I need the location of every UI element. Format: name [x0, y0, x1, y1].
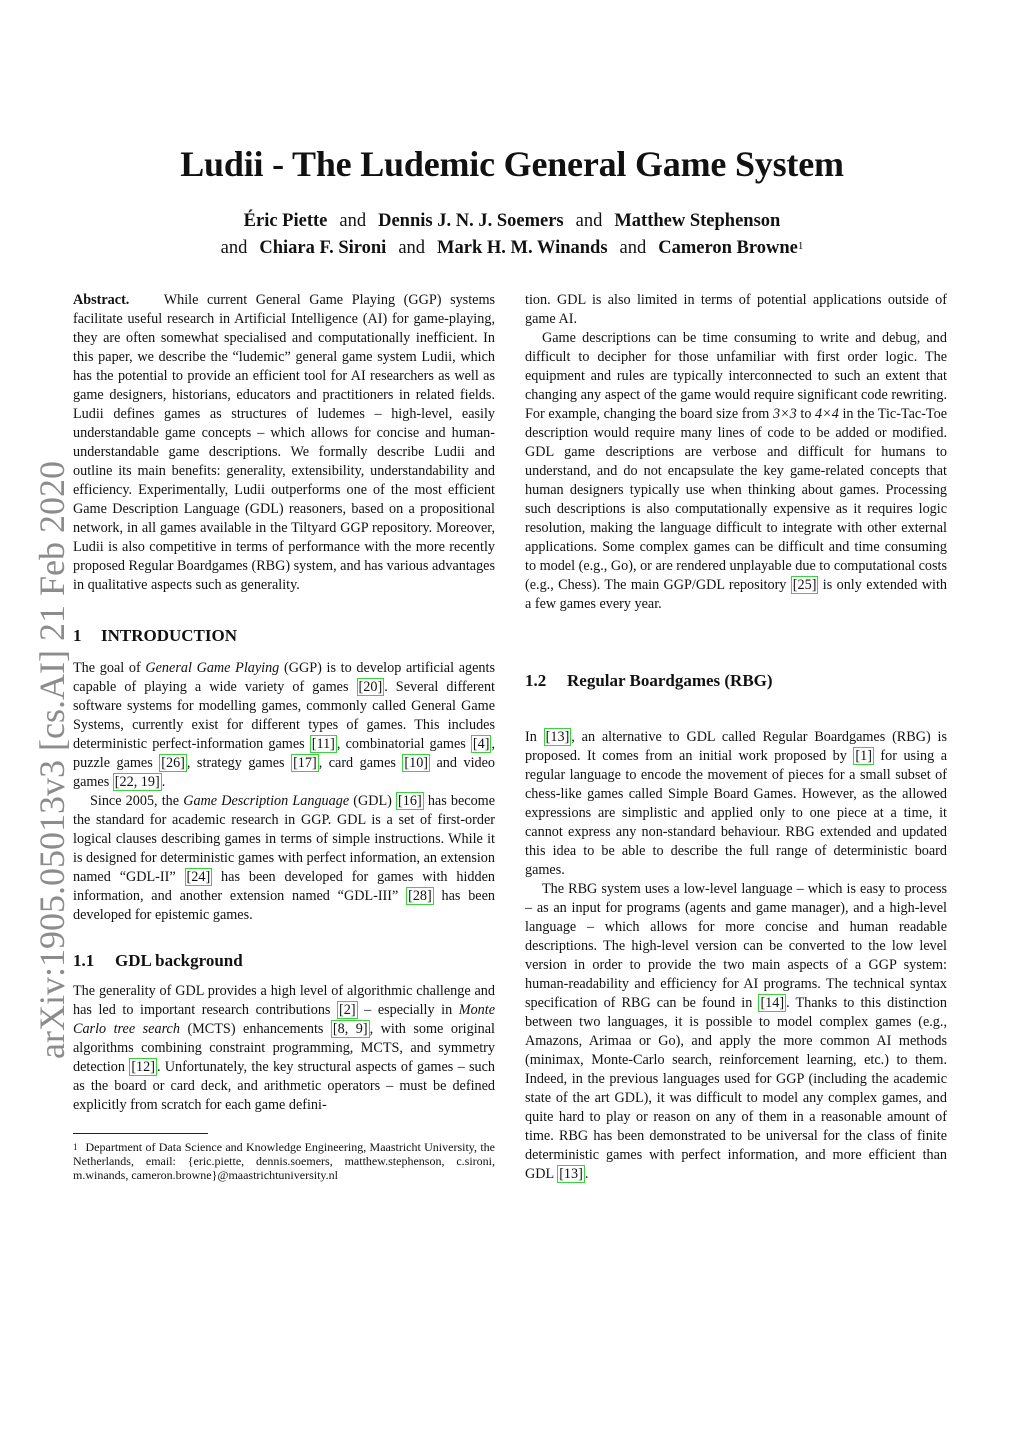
- author-name: Cameron Browne: [658, 238, 798, 258]
- citation-link[interactable]: [16]: [398, 793, 422, 809]
- footnote-rule: [73, 1133, 208, 1134]
- footnote-marker: 1: [797, 240, 804, 252]
- paragraph: The goal of General Game Playing (GGP) is to develop artificial agents capable of playing a wide variety of games [20] . Several different software systems for modelling games, commonly called General Game Systems, currently exist for different types of games. This includes deterministic perfect-information games [11] , combinatorial games [4] , puzzle games [26] , strategy games [17] , card games [10] and video games [22, 19] .: [73, 660, 495, 790]
- paper-title: Ludii - The Ludemic General Game System: [180, 144, 844, 184]
- left-column: [73, 291, 495, 1115]
- section-heading: 1 INTRODUCTION: [73, 626, 238, 645]
- abstract: [73, 291, 495, 595]
- citation-link[interactable]: [4]: [472, 736, 490, 752]
- author-name: Éric Piette: [243, 211, 328, 231]
- arxiv-side-label: arXiv:1905.05013v3 [cs.AI] 21 Feb 2020: [32, 461, 72, 1059]
- author-name: Dennis J. N. J. Soemers: [378, 211, 564, 231]
- subsection-heading: 1.1 GDL background: [73, 951, 243, 970]
- author-conjunction: and: [398, 238, 426, 258]
- citation-link[interactable]: [20]: [358, 679, 383, 695]
- citation-link[interactable]: [1]: [855, 748, 872, 764]
- citation-link[interactable]: [10]: [404, 755, 429, 771]
- citation-link[interactable]: [11]: [311, 736, 335, 752]
- paragraph: The RBG system uses a low-level language – which is easy to process – as an input for programs (agents and game manager), and a high-level language – which allows for more concise and human readable descriptions. The high-level version can be converted to the low level version in order to provide the two main aspects of a GGP system: human-readability and efficiency for AI programs. The technical syntax specification of RBG can be found in [14] . Thanks to this distinction between two languages, it is possible to model complex games (e.g., Amazons, Arimaa or Go), and apply the more common AI methods (minimax, Monte-Carlo search, reinforcement learning, etc.) to them. Indeed, in the previous languages used for GGP (including the academic state of the art GDL), it was difficult to model any complex games, and quite hard to play or reason on any of them in a reasonable amount of time. RBG has been demonstrated to be universal for the class of finite deterministic games with perfect information, and more efficient than GDL [13] .: [525, 881, 947, 1182]
- citation-link[interactable]: [26]: [161, 755, 185, 771]
- subsection-heading: 1.2 Regular Boardgames (RBG): [525, 671, 773, 690]
- author-row-1: [0, 208, 1024, 235]
- author-name: Matthew Stephenson: [614, 211, 781, 231]
- footnote-mark: 1: [73, 1142, 78, 1152]
- citation-link[interactable]: [14]: [760, 995, 785, 1011]
- footnote: [73, 1140, 495, 1182]
- author-name: Chiara F. Sironi: [259, 238, 387, 258]
- citation-link[interactable]: [28]: [408, 888, 432, 904]
- abstract-label: Abstract.: [73, 292, 130, 308]
- author-conjunction: and: [575, 211, 603, 231]
- author-name: Mark H. M. Winands: [437, 238, 608, 258]
- paragraph: Since 2005, the Game Description Language (GDL) [16] has become the standard for academic research in GGP. GDL is a set of first-order logical clauses describing games in terms of simple instructions. While it is designed for deterministic games with perfect information, an extension named “GDL-II” [24] has been developed for games with hidden information, and another extension named “GDL-III” [28] has been developed for epistemic games.: [73, 793, 496, 923]
- author-conjunction: and: [619, 238, 647, 258]
- citation-link[interactable]: [13]: [545, 729, 570, 745]
- citation-link[interactable]: [17]: [293, 755, 317, 771]
- paragraph: In [13] , an alternative to GDL called Regular Boardgames (RBG) is proposed. It comes from an initial work proposed by [1] for using a regular language to encode the movement of pieces for a small subset of chess-like games called Simple Board Games. However, as the allowed expressions are simplistic and applied only to one piece at a time, it cannot express any non-standard behaviour. RBG extended and updated this idea to be able to describe the full range of deterministic board games.: [525, 729, 947, 878]
- citation-link[interactable]: [12]: [131, 1059, 155, 1075]
- paragraph: The generality of GDL provides a high level of algorithmic challenge and has led to important research contributions [2] – especially in Monte Carlo tree search (MCTS) enhancements [8, 9] , with some original algorithms combining constraint programming, MCTS, and symmetry detection [12] . Unfortunately, the key structural aspects of games – such as the board or card deck, and arithmetic operators – must be defined explicitly from scratch for each game defini-: [73, 983, 496, 1113]
- author-conjunction: and: [220, 238, 248, 258]
- author-list: [0, 208, 1024, 262]
- citation-link[interactable]: [13]: [559, 1166, 583, 1182]
- paragraph: Game descriptions can be time consuming to write and debug, and difficult to decipher for those unfamiliar with first order logic. The equipment and rules are typically interconnected to such an extent that changing any aspect of the game would require significant code rewriting. For example, changing the board size from 3×3 to 4×4 in the Tic-Tac-Toe description would require many lines of code to be added or modified. GDL game descriptions are verbose and difficult for humans to understand, and do not encapsulate the key game-related concepts that human designers typically use when thinking about games. Processing such descriptions is also computationally expensive as it requires logic resolution, making the language difficult to integrate with other external applications. Some complex games can be difficult and time consuming to model (e.g., Go), or are rendered unplayable due to computational costs (e.g., Chess). The main GGP/GDL repository [25] is only extended with a few games every year.: [525, 330, 948, 612]
- author-row-2: [0, 235, 1024, 262]
- abstract-text: While current General Game Playing (GGP) systems facilitate useful research in Artificial Intelligence (AI) for game-playing, they are often somewhat specialised and computationally inefficient. In this paper, we describe the “ludemic” general game system Ludii, which has the potential to provide an efficient tool for AI researchers as well as game designers, historians, educators and practitioners in related fields. Ludii defines games as structures of ludemes – high-level, easily understandable game concepts – which allows for concise and human-understandable game descriptions. We formally describe Ludii and outline its main benefits: generality, extensibility, understandability and efficiency. Experimentally, Ludii outperforms one of the most efficient Game Description Language (GDL) reasoners, based on a propositional network, in all games available in the Tiltyard GGP repository. Moreover, Ludii is also competitive in terms of performance with the more recently proposed Regular Boardgames (RBG) system, and has various advantages in qualitative aspects such as generality.: [73, 292, 495, 593]
- citation-link[interactable]: [22, 19]: [114, 774, 160, 790]
- citation-link[interactable]: [24]: [186, 869, 211, 885]
- paragraph: tion. GDL is also limited in terms of potential applications outside of game AI.: [525, 292, 947, 327]
- citation-link[interactable]: [25]: [792, 577, 817, 593]
- citation-link[interactable]: [2]: [339, 1002, 356, 1018]
- right-column: [525, 291, 947, 1184]
- author-conjunction: and: [339, 211, 367, 231]
- footnote-text: Department of Data Science and Knowledge Engineering, Maastricht University, the Netherlands, email: {eric.piette, dennis.soemers, matthew.stephenson, c.sironi, m.winands, cameron.browne}@maastrichtuniversity.nl: [73, 1140, 495, 1182]
- citation-link[interactable]: [8, 9]: [332, 1021, 368, 1037]
